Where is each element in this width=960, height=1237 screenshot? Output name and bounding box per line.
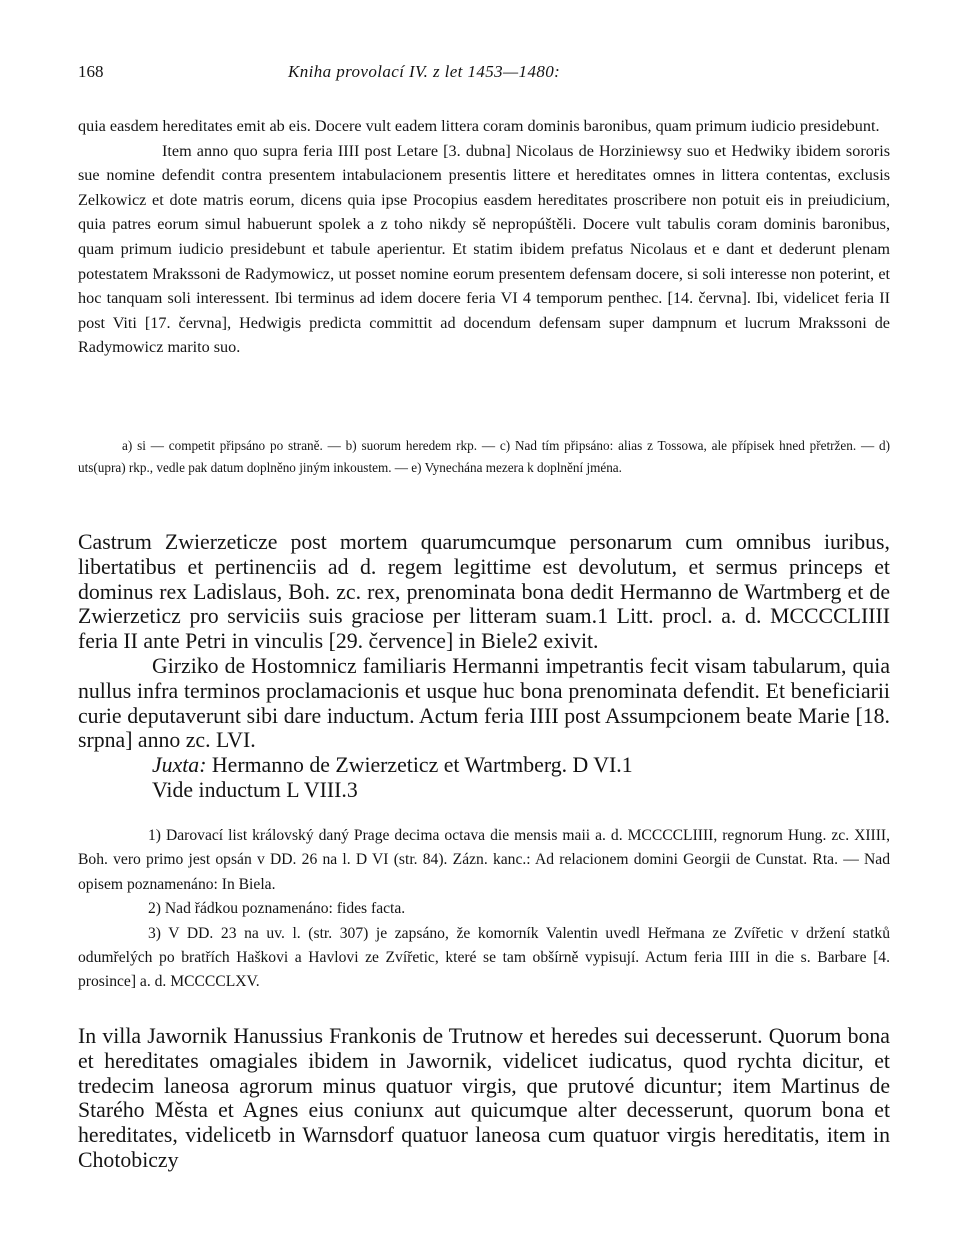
page-header (78, 62, 890, 86)
juxta-label: Juxta: (152, 753, 207, 778)
apparatus-notes: a) si — competit připsáno po straně. — b) suorum heredem rkp. — c) Nad tím připsáno: alias z Tossowa, ale přípisek hned přetržen. — d) uts(upra) rkp., vedle pak datum doplněno jiným inkoustem. — e) Vynechána mezera k doplnění jména. (78, 438, 890, 475)
running-title: Kniha provolací IV. z let 1453—1480: (288, 62, 561, 81)
top-text-block (78, 114, 890, 360)
footnotes (78, 824, 890, 995)
paragraph-item-anno: Item anno quo supra feria IIII post Letare [3. dubna] Nicolaus de Horziniewsy suo et Hedwiky ibidem sororis sue nomine defendit contra presentem intabulacionem presentis littere et hereditates omnes in littera contentas, exclusis Zelkowicz et dote matris eorum, dicens quia ipse Procopius easdem hereditates proscribere non potuit eis in preiudicium, quia patres eorum simul habuerunt spolek a z toho nikdy sě nepropúštěli. Docere vult tabulis coram dominis baronibus, quam primum iudicio presidebunt et tabule aperientur. Et statim ibidem prefatus Nicolaus et e dant et dederunt plenam potestatem Mrakssoni de Radymowicz, ut posset nomine eorum presentem defensam docere, si soli interesse non poterint, et hoc tanquam soli interessent. Ibi terminus ad idem docere feria VI 4 temporum penthec. [14. června]. Ibi, videlicet feria II post Viti [17. června], Hedwigis predicta committit ad docendum defensam super dampnum et lucrum Mrakssoni de Radymowicz marito suo. (78, 141, 890, 357)
juxta-text: Hermanno de Zwierzeticz et Wartmberg. D VI.1 (211, 753, 633, 778)
entry-48 (78, 1024, 890, 1173)
entry-47-juxta (78, 753, 890, 778)
entry-47 (78, 530, 890, 803)
text-apparatus (78, 435, 890, 479)
entry-47-paragraph-2: Girziko de Hostomnicz familiaris Hermanni impetrantis fecit visam tabularum, quia nullus infra terminos proclamacionis et usque huc bona prenominata defendit. Et beneficiarii curie deputaverunt sibi dare inductum. Actum feria IIII post Assumpcionem beate Marie [18. srpna] anno zc. LVI. (78, 653, 890, 753)
footnote-2: 2) Nad řádkou poznamenáno: fides facta. (148, 900, 406, 918)
entry-47-vide: Vide inductum L VIII.3 (152, 777, 358, 802)
paragraph-continuation: quia easdem hereditates emit ab eis. Docere vult eadem littera coram dominis baronibus, quam primum iudicio presidebunt. (78, 117, 880, 135)
page-number: 168 (78, 62, 104, 81)
footnote-3: 3) V DD. 23 na uv. l. (str. 307) je zapsáno, že komorník Valentin uvedl Heřmana ze Zvířetic v držení statků odumřelých po bratřích Haškovi a Havlovi ze Zvířetic, které se tam obšírně vypisují. Actum feria IIII in die s. Barbare [4. prosince] a. d. MCCCCLXV. (78, 924, 890, 991)
entry-48-paragraph: In villa Jawornik Hanussius Frankonis de Trutnow et heredes sui decesserunt. Quorum bona et hereditates omagiales ibidem in Jawornik, videlicet iudicatus, quod rychta dicitur, et tredecim laneosa agrorum minus quatuor virgis, que prutové dicuntur; item Martinus de Starého Města et Agnes eius coniunx aut quicumque alter decesserunt, quorum bona et hereditates, videlicetb in Warnsdorf quatuor laneosa cum quatuor virgis hereditatis, item in Chotobiczy (78, 1024, 890, 1172)
entry-47-paragraph-1: Castrum Zwierzeticze post mortem quarumcumque personarum cum omnibus iuribus, libertatibus et pertinenciis ad d. regem legittime est devolutum, et sermus princeps et dominus rex Ladislaus, Boh. zc. rex, prenominata bona dedit Hermanno de Wartmberg et de Zwierzeticz pro serviciis suis graciose per litteram suam.1 Litt. procl. a. d. MCCCCLIIII feria II ante Petri in vinculis [29. července] in Biele2 exivit. (78, 530, 890, 654)
footnote-1: 1) Darovací list královský daný Prage decima octava die mensis maii a. d. MCCCCLIIII, regnorum Hung. zc. XIIII, Boh. vero primo jest opsán v DD. 26 na l. D VI (str. 84). Zázn. kanc.: Ad relacionem domini Georgii de Cunstat. Rta. — Nad opisem poznamenáno: In Biela. (78, 827, 890, 893)
